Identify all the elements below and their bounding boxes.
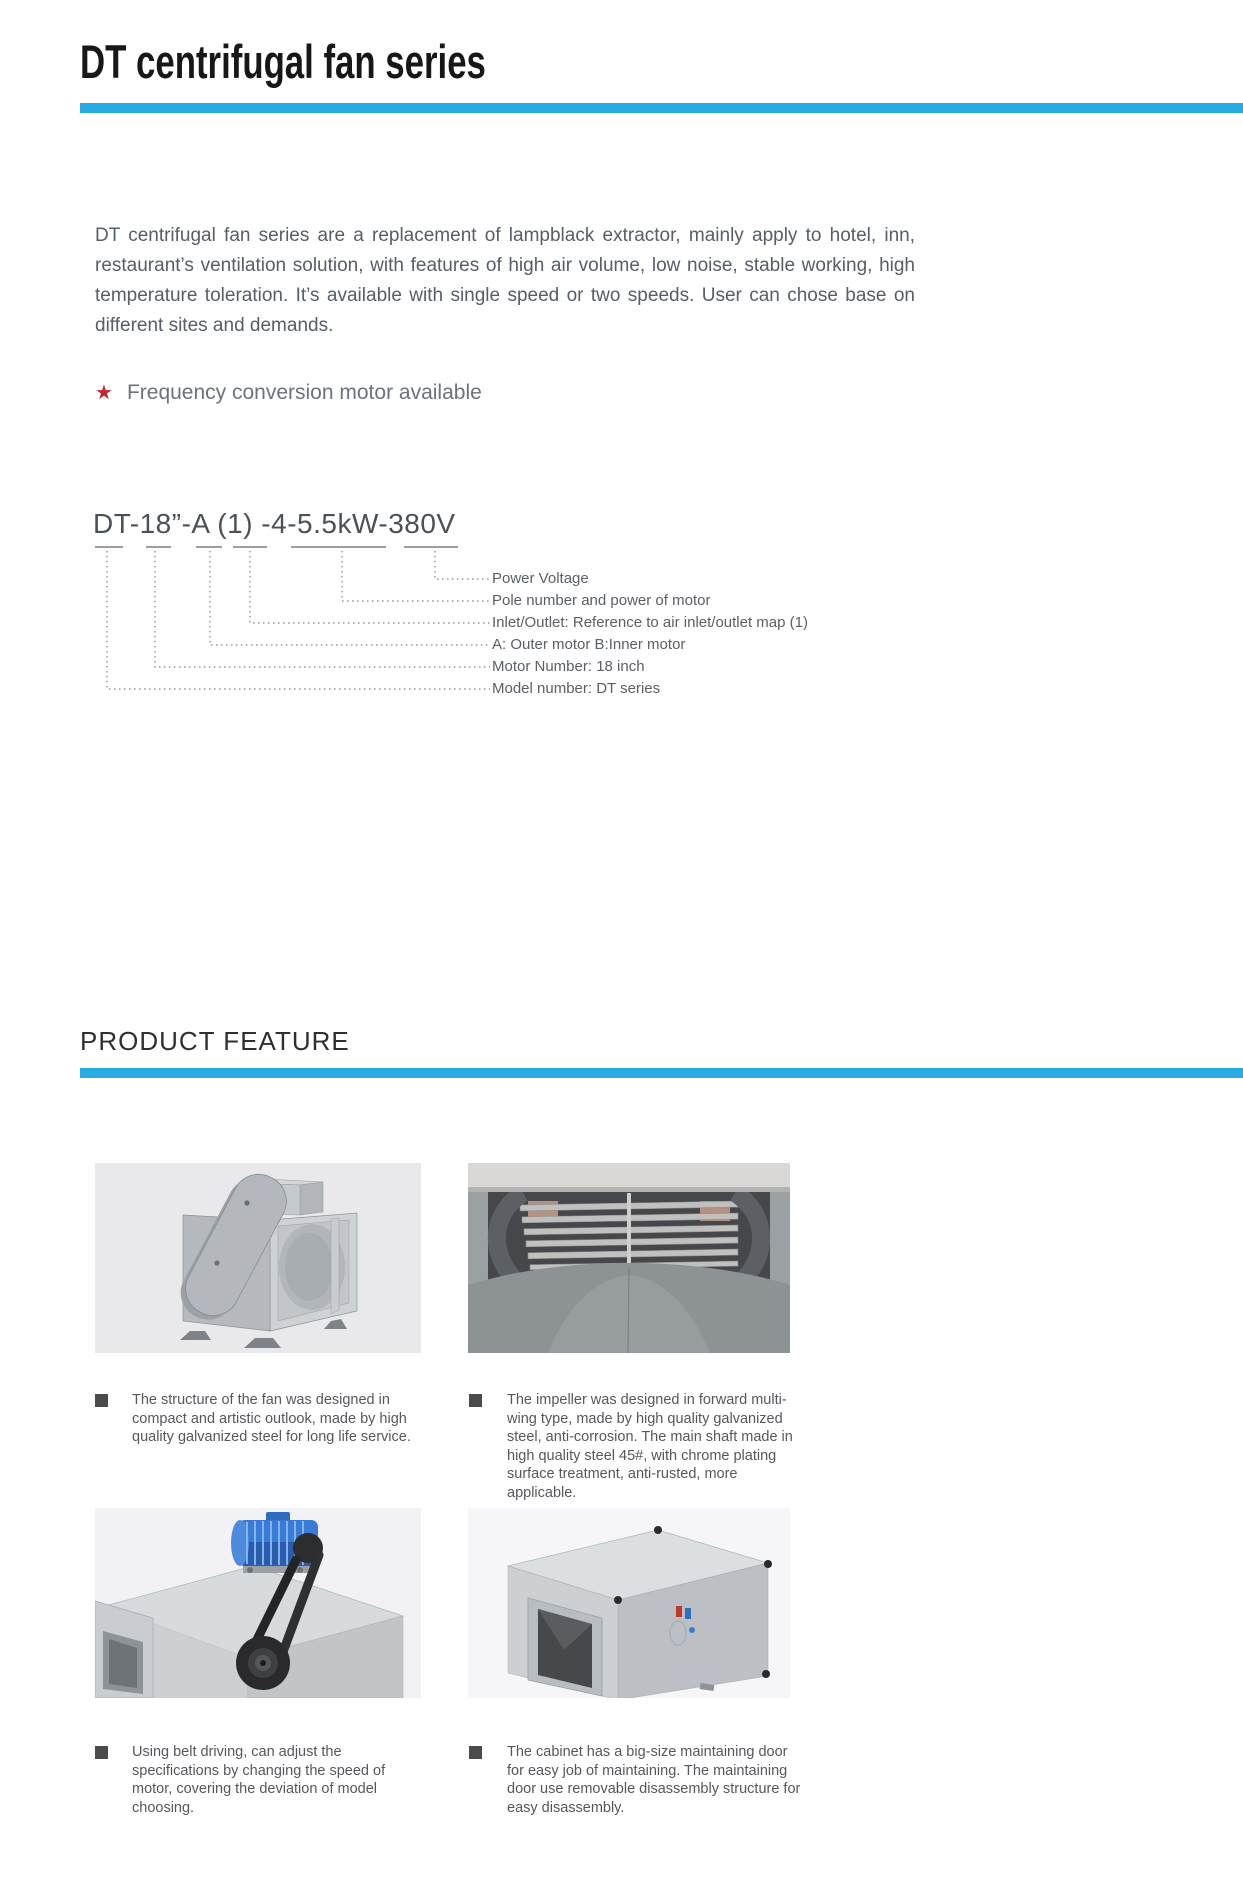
highlight-text: Frequency conversion motor available: [126, 381, 482, 404]
model-label-pole-power: Pole number and power of motor: [492, 592, 711, 609]
cabinet-photo: [468, 1508, 790, 1698]
feature-text-structure: The structure of the fan was designed in compact and artistic outlook, made by high quality galvanized steel for long life service.: [132, 1392, 411, 1445]
section-heading: PRODUCT FEATURE: [80, 1026, 350, 1056]
fan-structure-photo: [95, 1163, 421, 1353]
highlight-row: [95, 380, 482, 406]
model-label-motor-position: A: Outer motor B:Inner motor: [492, 636, 686, 653]
belt-drive-photo: [95, 1508, 421, 1698]
feature-text-cabinet: The cabinet has a big-size maintaining door for easy job of maintaining. The maintaining door use removable disassembly structure for easy disassembly.: [507, 1744, 801, 1816]
title-divider-bar: [80, 103, 1243, 113]
page-title: DT centrifugal fan series: [80, 35, 486, 88]
feature-bullet: [95, 1394, 108, 1407]
model-label-power-voltage: Power Voltage: [492, 570, 589, 587]
underline-segment: [233, 546, 267, 548]
model-label-model-number: Model number: DT series: [492, 680, 661, 697]
underline-segment: [95, 546, 123, 548]
feature-text-belt-drive: Using belt driving, can adjust the specifications by changing the speed of motor, covering the deviation of model choosing.: [132, 1744, 386, 1816]
underline-segment: [146, 546, 171, 548]
model-label-motor-number: Motor Number: 18 inch: [492, 658, 645, 675]
feature-text-impeller: The impeller was designed in forward multi-wing type, made by high quality galvanized steel, anti-corrosion. The main shaft made in high quality steel 45#, with chrome plating surface treatment, anti-rusted, more applicable.: [507, 1392, 793, 1501]
feature-bullet: [95, 1746, 108, 1759]
feature-bullet: [469, 1394, 482, 1407]
model-label-inlet-outlet: Inlet/Outlet: Reference to air inlet/outlet map (1): [492, 614, 808, 631]
connector-lines: [95, 551, 495, 701]
underline-segment: [196, 546, 222, 548]
model-code: DT-18”-A (1) -4-5.5kW-380V: [93, 508, 456, 539]
section-divider-bar: [80, 1068, 1243, 1078]
underline-segment: [404, 546, 458, 548]
underline-segment: [291, 546, 386, 548]
feature-bullet: [469, 1746, 482, 1759]
intro-paragraph: DT centrifugal fan series are a replacement of lampblack extractor, mainly apply to hotel, inn, restaurant’s ventilation solution, with features of high air volume, low noise, stable working, high temperature toleration. It’s available with single speed or two speeds. User can chose base on different sites and demands.: [95, 225, 915, 336]
star-icon: ★: [95, 382, 113, 404]
impeller-photo: [468, 1163, 790, 1353]
